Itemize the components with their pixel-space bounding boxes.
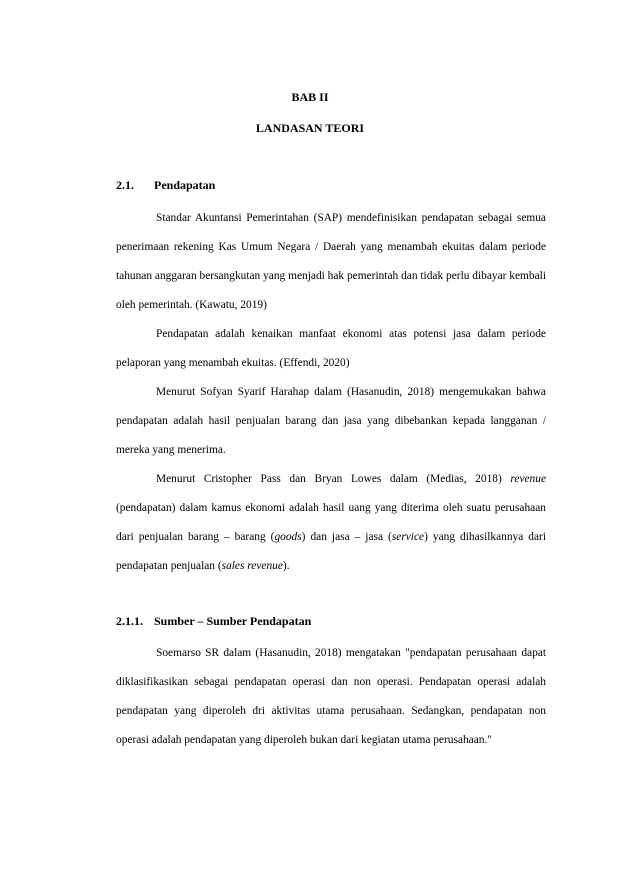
text-run: (pendapatan) dalam kamus ekonomi adalah hasil uang yang diterima oleh suatu perusahaan dari penjualan barang – barang ( <box>116 502 546 543</box>
italic-term-sales-revenue: sales revenue <box>221 560 283 572</box>
paragraph-harahap <box>116 378 546 465</box>
text-run: Menurut Cristopher Pass dan Bryan Lowes dalam (Medias, 2018) <box>156 473 511 485</box>
section-label: Pendapatan <box>154 178 216 192</box>
chapter-label: BAB II <box>291 90 329 104</box>
paragraph-soemarso: Soemarso SR dalam (Hasanudin, 2018) mengatakan "pendapatan perusahaan dapat diklasifikasikan sebagai pendapatan operasi dan non operasi. Pendapatan operasi adalah pendapatan yang diperoleh dri aktivitas utama perusahaan. Sedangkan, pendapatan non operasi adalah pendapatan yang diperoleh bukan dari kegiatan utama perusahaan." <box>116 647 546 746</box>
section-heading-sumber <box>116 614 311 629</box>
paragraph-sap-definition: Standar Akuntansi Pemerintahan (SAP) mendefinisikan pendapatan sebagai semua penerimaan rekening Kas Umum Negara / Daerah yang menambah ekuitas dalam periode tahunan anggaran bersangkutan yang menjadi hak pemerintah dan tidak perlu dibayar kembali oleh pemerintah. (Kawatu, 2019) <box>116 212 546 311</box>
text-run: ) yang dihasilkannya dari pendapatan penjualan ( <box>116 531 547 572</box>
text-run: ). <box>282 560 290 572</box>
section-number: 2.1. <box>116 178 134 192</box>
section-label: Sumber – Sumber Pendapatan <box>154 614 312 628</box>
italic-term-goods: goods <box>274 531 302 543</box>
section-number: 2.1.1. <box>116 614 143 628</box>
paragraph-text: Menurut Sofyan Syarif Harahap dalam (Hasanudin, 2018) mengemukakan bahwa pendapatan adalah hasil penjualan barang dan jasa yang dibebankan kepada langganan / mereka yang menerima. <box>116 386 546 456</box>
italic-term-revenue: revenue <box>510 473 546 485</box>
chapter-title: LANDASAN TEORI <box>255 121 365 135</box>
italic-term-service: service <box>391 531 425 543</box>
paragraph-pass-lowes <box>116 465 546 581</box>
paragraph-effendi: Pendapatan adalah kenaikan manfaat ekonomi atas potensi jasa dalam periode pelaporan yang menambah ekuitas. (Effendi, 2020) <box>116 328 546 369</box>
section-heading-pendapatan <box>116 178 215 193</box>
text-run: ) dan jasa – jasa ( <box>301 531 392 543</box>
